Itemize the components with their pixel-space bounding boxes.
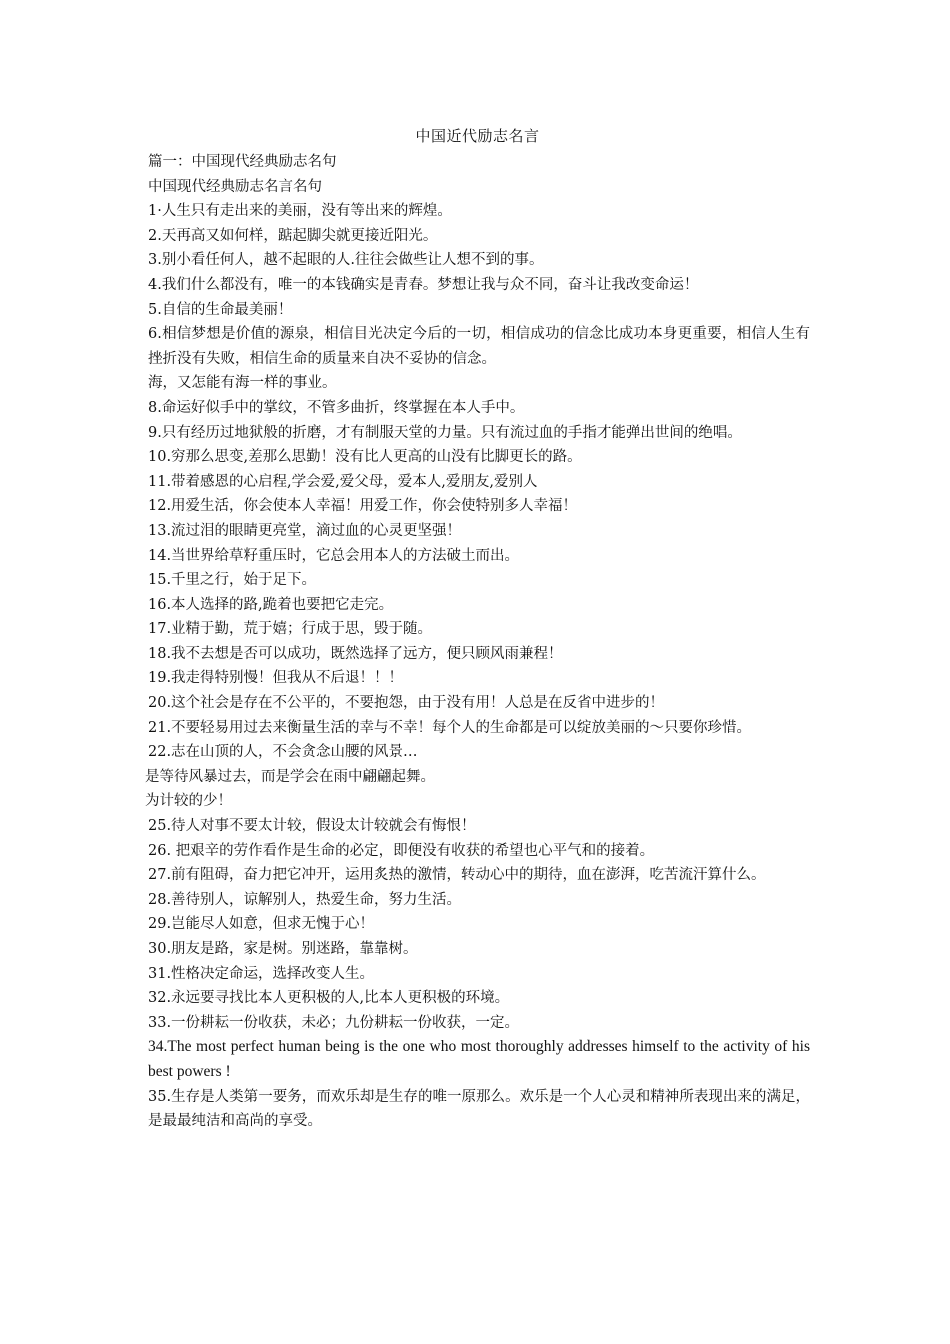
text-line: 12.用爱生活，你会使本人幸福！用爱工作，你会使特别多人幸福！: [148, 498, 578, 515]
text-line: 8.命运好似手中的掌纹，不管多曲折，终掌握在本人手中。: [148, 399, 525, 416]
text-line: 15.千里之行，始于足下。: [148, 572, 317, 589]
text-line: 2.天再高又如何样，踮起脚尖就更接近阳光。: [148, 227, 438, 244]
text-line: 为计较的少！: [145, 793, 232, 810]
document-body: [145, 150, 810, 1134]
text-line: 5.自信的生命最美丽！: [148, 301, 293, 318]
text-line: 10.穷那么思变,差那么思勤！没有比人更高的山没有比脚更长的路。: [148, 449, 582, 466]
text-line: 20.这个社会是存在不公平的，不要抱怨，由于没有用！人总是在反省中进步的！: [148, 695, 665, 712]
text-line: 是等待风暴过去，而是学会在雨中翩翩起舞。: [145, 768, 435, 785]
text-line: 17.业精于勤，荒于嬉；行成于思，毁于随。: [148, 621, 433, 638]
text-line: 14.当世界给草籽重压时，它总会用本人的方法破土而出。: [148, 547, 520, 564]
text-line: 11.带着感恩的心启程,学会爱,爱父母，爱本人,爱朋友,爱别人: [148, 473, 538, 490]
document-page: [145, 124, 810, 1134]
text-line: 9.只有经历过地狱般的折磨，才有制服天堂的力量。只有流过血的手指才能弹出世间的绝唱。: [148, 424, 742, 441]
text-line: 32.永远要寻找比本人更积极的人,比本人更积极的环境。: [148, 990, 510, 1007]
text-line: 28.善待别人，谅解别人，热爱生命，努力生活。: [148, 891, 462, 908]
text-line: 26. 把艰辛的劳作看作是生命的必定，即便没有收获的希望也心平气和的接着。: [148, 842, 655, 859]
text-line: 19.我走得特别慢！但我从不后退！！！: [148, 670, 404, 687]
text-line: 34.The most perfect human being is the one who most thoroughly addresses himself to the activity of his best powers !: [148, 1038, 810, 1080]
text-line: 21.不要轻易用过去来衡量生活的幸与不幸！每个人的生命都是可以绽放美丽的～只要你珍惜。: [148, 719, 752, 736]
text-line: 31.性格决定命运，选择改变人生。: [148, 965, 375, 982]
text-line: 29.岂能尽人如意，但求无愧于心！: [148, 916, 375, 933]
text-line: 13.流过泪的眼睛更亮堂，滴过血的心灵更坚强！: [148, 522, 462, 539]
text-line: 30.朋友是路，家是树。别迷路，靠靠树。: [148, 941, 418, 957]
text-line: 中国现代经典励志名言名句: [148, 178, 322, 195]
text-line: 18.我不去想是否可以成功，既然选择了远方，便只顾风雨兼程！: [148, 645, 563, 662]
text-line: 27.前有阻碍，奋力把它冲开，运用炙热的激情，转动心中的期待，血在澎湃，吃苦流汗算什么。: [148, 867, 766, 884]
text-line: 3.别小看任何人，越不起眼的人.往往会做些让人想不到的事。: [148, 252, 544, 269]
document-title: 中国近代励志名言: [415, 127, 540, 145]
text-line: 16.本人选择的路,跪着也要把它走完。: [148, 596, 394, 613]
text-line: 22.志在山顶的人，不会贪念山腰的风景…: [148, 744, 418, 761]
text-line: 4.我们什么都没有，唯一的本钱确实是青春。梦想让我与众不同，奋斗让我改变命运！: [148, 276, 699, 293]
text-line: 篇一：中国现代经典励志名句: [148, 154, 337, 170]
text-line: 6.相信梦想是价值的源泉，相信目光决定今后的一切，相信成功的信念比成功本身更重要，相信人生有挫折没有失败，相信生命的质量来自决不妥协的信念。: [148, 326, 810, 367]
text-line: 1·人生只有走出来的美丽，没有等出来的辉煌。: [148, 203, 452, 220]
text-line: 33.一份耕耘一份收获，未必；九份耕耘一份收获，一定。: [148, 1014, 520, 1031]
text-line: 海，又怎能有海一样的事业。: [148, 375, 337, 392]
text-line: 35.生存是人类第一要务，而欢乐却是生存的唯一原那么。欢乐是一个人心灵和精神所表现出来的满足，是最最纯洁和高尚的享受。: [148, 1088, 810, 1130]
text-line: 25.待人对事不要太计较，假设太计较就会有悔恨！: [148, 818, 476, 835]
